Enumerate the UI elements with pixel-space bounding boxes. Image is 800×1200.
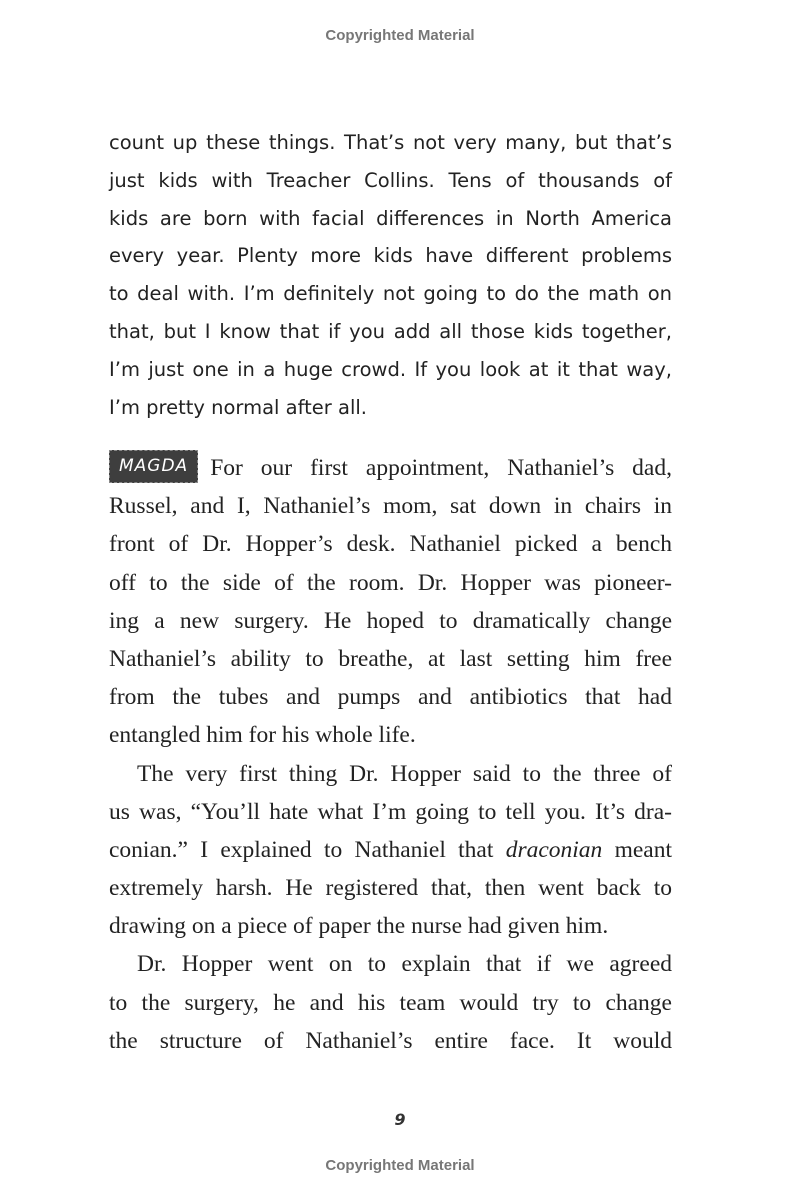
copyright-footer: Copyrighted Material: [325, 1157, 475, 1174]
magda-text: [109, 449, 672, 1060]
text-line: The very first thing Dr. Hopper said to the three of: [137, 760, 672, 787]
text-line: Dr. Hopper went on to explain that if we agreed: [137, 951, 672, 978]
text-line: entangled him for his whole life.: [109, 722, 416, 749]
text-line: every year. Plenty more kids have different problems: [109, 244, 672, 268]
text-span: meant: [602, 836, 672, 863]
first-line: [109, 449, 672, 487]
italic-word: draconian: [505, 836, 603, 863]
text-line: to the surgery, he and his team would try to change: [109, 989, 672, 1016]
copyright-header: Copyrighted Material: [325, 27, 475, 44]
text-line: off to the side of the room. Dr. Hopper was pioneer-: [109, 569, 672, 596]
text-line: I’m just one in a huge crowd. If you look at it that way,: [109, 357, 672, 381]
text-line: Russel, and I, Nathaniel’s mom, sat down in chairs in: [109, 493, 672, 520]
text-line: For our first appointment, Nathaniel’s dad,: [210, 455, 672, 481]
text-line: Nathaniel’s ability to breathe, at last setting him free: [109, 645, 672, 672]
text-line: the structure of Nathaniel’s entire face. It would: [109, 1027, 672, 1054]
speaker-tag-magda: MAGDA: [109, 450, 198, 483]
page-number: 9: [394, 1110, 406, 1129]
text-line: drawing on a piece of paper the nurse had given him.: [109, 913, 609, 940]
text-line: from the tubes and pumps and antibiotics that had: [109, 684, 672, 711]
text-line: extremely harsh. He registered that, then went back to: [109, 875, 672, 902]
text-line: kids are born with facial differences in North America: [109, 206, 672, 230]
text-line: front of Dr. Hopper’s desk. Nathaniel picked a bench: [109, 531, 672, 558]
text-line: count up these things. That’s not very many, but that’s: [109, 131, 672, 154]
text-line: to deal with. I’m definitely not going to do the math on: [109, 282, 672, 306]
text-span: conian.” I explained to Nathaniel that: [109, 836, 506, 863]
nathaniel-text: [109, 124, 672, 426]
text-line: [109, 831, 672, 869]
text-line: just kids with Treacher Collins. Tens of thousands of: [109, 168, 672, 192]
text-line: that, but I know that if you add all those kids together,: [109, 319, 672, 343]
text-line: us was, “You’ll hate what I’m going to tell you. It’s dra-: [109, 798, 672, 825]
text-line: I’m pretty normal after all.: [109, 395, 367, 419]
text-line: ing a new surgery. He hoped to dramatically change: [109, 607, 672, 634]
